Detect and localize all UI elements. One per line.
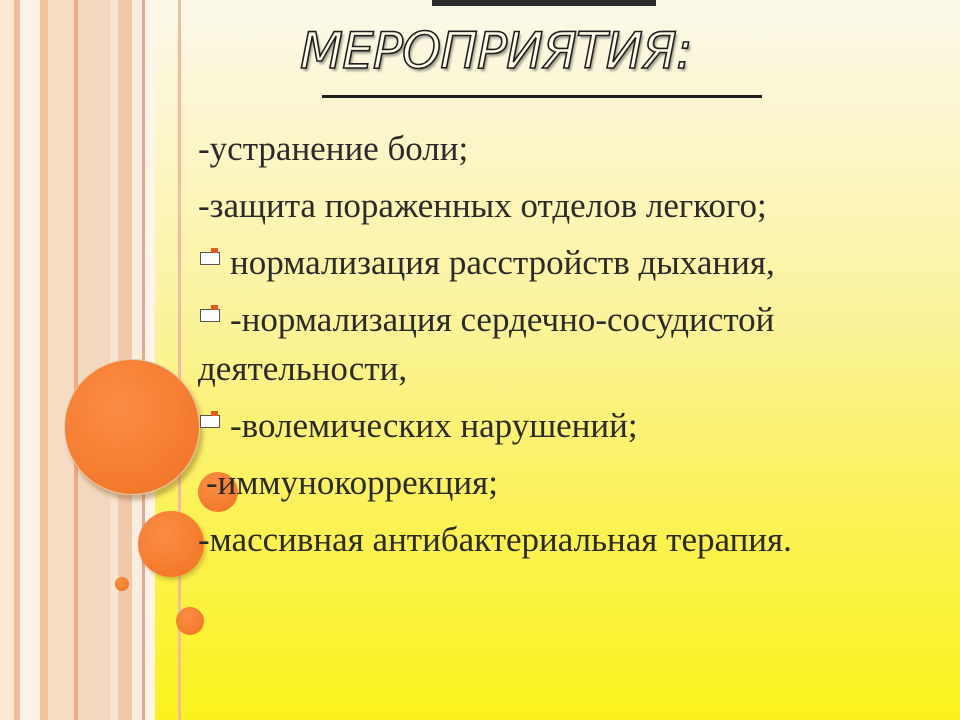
decor-stripe: [20, 0, 40, 720]
decor-circle-large: [64, 359, 200, 495]
list-item-text: -массивная антибактериальная терапия.: [198, 520, 792, 559]
list-item-text: -нормализация сердечно-сосудистой деятельности,: [198, 300, 775, 388]
decor-stripe: [78, 0, 110, 720]
measures-list: [198, 124, 938, 564]
envelope-flag-icon: [198, 305, 228, 325]
list-item: [198, 181, 938, 230]
list-item-text: -волемических нарушений;: [230, 406, 638, 445]
decor-stripe: [0, 0, 14, 720]
list-item-text: нормализация расстройств дыхания,: [230, 243, 775, 282]
slide-heading: МЕРОПРИЯТИЯ:: [300, 22, 692, 80]
list-item-text: -устранение боли;: [198, 129, 469, 168]
envelope-flag-icon: [198, 248, 228, 268]
heading-underline: [322, 95, 762, 98]
list-item: [198, 401, 938, 450]
list-item: [198, 295, 938, 393]
list-item: [198, 238, 938, 287]
list-item-text: -иммунокоррекция;: [206, 463, 498, 502]
decor-circle-medium: [138, 511, 204, 577]
decor-stripe: [48, 0, 74, 720]
list-item: [198, 124, 938, 173]
list-item-text: -защита пораженных отделов легкого;: [198, 186, 767, 225]
decor-circle-dot: [115, 577, 129, 591]
decor-stripe: [40, 0, 48, 720]
list-item: [198, 515, 938, 564]
heading-cropped-line: [432, 0, 656, 6]
decor-circle-small: [176, 607, 204, 635]
list-item: [198, 458, 938, 507]
envelope-flag-icon: [198, 411, 228, 431]
